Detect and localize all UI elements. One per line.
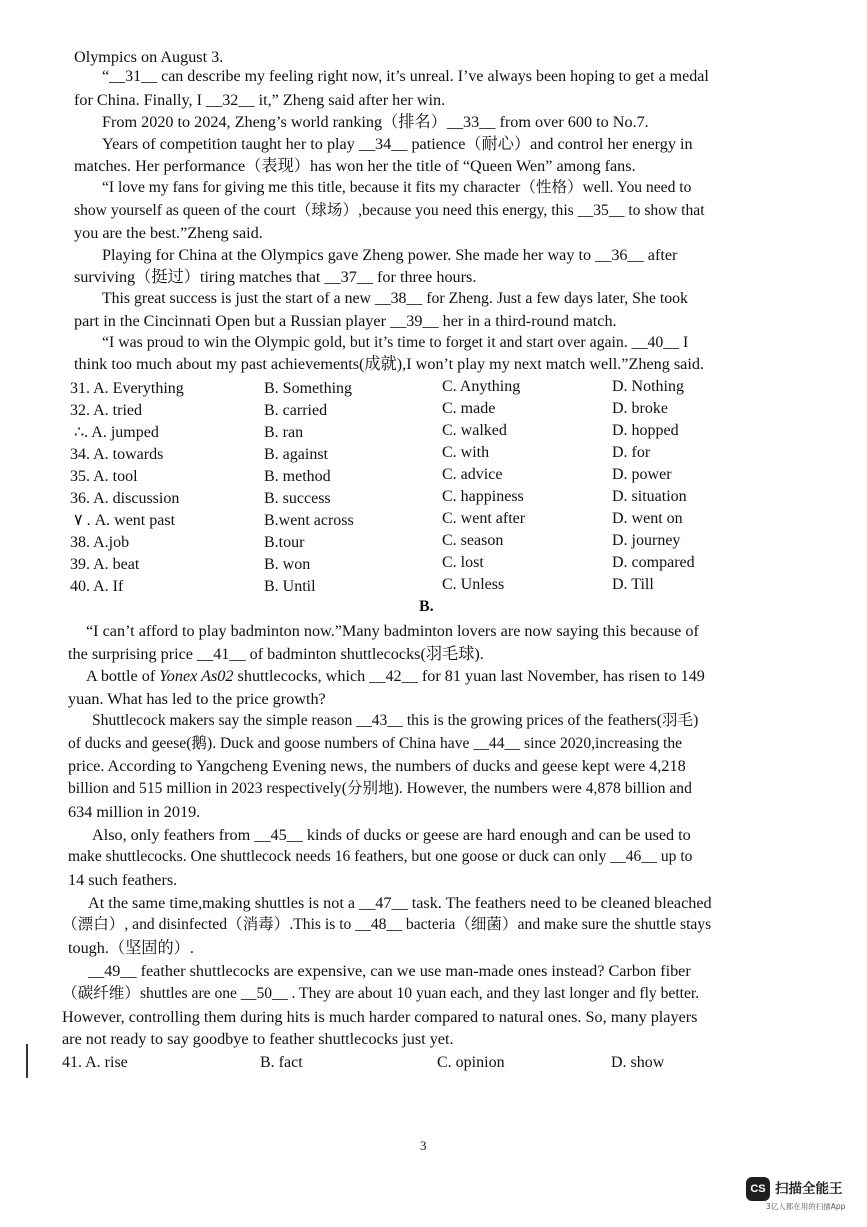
option-34-a: 34. A. towards xyxy=(70,446,164,463)
section-b-heading: B. xyxy=(419,598,434,615)
option-41-c: C. opinion xyxy=(437,1054,505,1071)
option-41-d: D. show xyxy=(611,1054,665,1071)
passage-a-line-3: for China. Finally, I __32__ it,” Zheng said after her win. xyxy=(74,91,446,109)
option-40-c: C. Unless xyxy=(442,576,505,593)
passage-b-line-6: of ducks and geese(鹅). Duck and goose numbers of China have __44__ since 2020,increasing the xyxy=(68,735,683,752)
passage-a-line-11: surviving（挺过）tiring matches that __37__ for three hours. xyxy=(74,268,477,286)
option-38-c: C. season xyxy=(442,532,504,549)
passage-b-line-10: Also, only feathers from __45__ kinds of ducks or geese are hard enough and can be used to xyxy=(92,826,691,844)
option-32-a: 32. A. tried xyxy=(70,402,142,419)
brand-name: Yonex As02 xyxy=(159,667,234,685)
option-37-d: D. went on xyxy=(612,510,683,527)
option-31-a: 31. A. Everything xyxy=(70,380,184,397)
option-36-a: 36. A. discussion xyxy=(70,490,180,507)
option-37-b: B.went across xyxy=(264,512,354,529)
passage-a-line-4: From 2020 to 2024, Zheng’s world ranking（排名）__33__ from over 600 to No.7. xyxy=(102,113,649,131)
option-40-a: 40. A. If xyxy=(70,578,124,595)
option-39-a: 39. A. beat xyxy=(70,556,140,573)
option-39-c: C. lost xyxy=(442,554,484,571)
passage-a-line-9: you are the best.”Zheng said. xyxy=(74,224,263,242)
option-41-b: B. fact xyxy=(260,1054,303,1071)
option-36-d: D. situation xyxy=(612,488,687,505)
passage-a-line-7: “I love my fans for giving me this title, because it fits my character（性格）well. You need to xyxy=(102,179,692,196)
camscanner-logo-icon: CS xyxy=(746,1177,770,1201)
passage-a-line-13: part in the Cincinnati Open but a Russian player __39__ her in a third-round match. xyxy=(74,312,617,330)
option-33-a: ∴. A. jumped xyxy=(74,424,159,441)
option-32-d: D. broke xyxy=(612,400,668,417)
margin-mark xyxy=(26,1044,28,1078)
passage-b-line-2: the surprising price __41__ of badminton shuttlecocks(羽毛球). xyxy=(68,645,484,663)
option-35-a: 35. A. tool xyxy=(70,468,138,485)
passage-b-line-3-post: shuttlecocks, which __42__ for 81 yuan last November, has risen to 149 xyxy=(233,667,705,685)
camscanner-tagline: 3亿人都在用的扫描App xyxy=(766,1202,846,1211)
option-35-d: D. power xyxy=(612,466,672,483)
option-37-c: C. went after xyxy=(442,510,526,527)
option-38-b: B.tour xyxy=(264,534,305,551)
passage-b-line-16: __49__ feather shuttlecocks are expensive, can we use man-made ones instead? Carbon fiber xyxy=(88,962,691,980)
passage-a-line-6: matches. Her performance（表现）has won her the title of “Queen Wen” among fans. xyxy=(74,157,636,175)
option-34-c: C. with xyxy=(442,444,490,461)
passage-b-line-1: “I can’t afford to play badminton now.”Many badminton lovers are now saying this because of xyxy=(86,622,699,640)
passage-a-line-12: This great success is just the start of a new __38__ for Zheng. Just a few days later, She took xyxy=(102,290,688,307)
passage-a-line-1: Olympics on August 3. xyxy=(74,48,224,66)
passage-b-line-14: （漂白）, and disinfected（消毒）.This is to __48__ bacteria（细菌）and make sure the shuttle stays xyxy=(62,916,712,933)
passage-b-line-9: 634 million in 2019. xyxy=(68,803,201,821)
option-38-a: 38. A.job xyxy=(70,534,130,551)
option-33-d: D. hopped xyxy=(612,422,679,439)
option-41-a: 41. A. rise xyxy=(62,1054,128,1071)
passage-a-line-8: show yourself as queen of the court（球场）,because you need this energy, this __35__ to show that xyxy=(74,202,705,219)
page-number: 3 xyxy=(420,1138,427,1153)
option-31-d: D. Nothing xyxy=(612,378,684,395)
passage-a-line-15: think too much about my past achievements(成就),I won’t play my next match well.”Zheng said. xyxy=(74,355,704,373)
passage-b-line-3 xyxy=(86,665,705,688)
passage-b-line-8: billion and 515 million in 2023 respectively(分别地). However, the numbers were 4,878 billion and xyxy=(68,780,692,797)
option-39-b: B. won xyxy=(264,556,311,573)
passage-b-line-17: （碳纤维）shuttles are one __50__ . They are about 10 yuan each, and they last longer and fly better. xyxy=(62,985,700,1002)
passage-b-line-13: At the same time,making shuttles is not a __47__ task. The feathers need to be cleaned bleached xyxy=(88,894,712,912)
option-31-b: B. Something xyxy=(264,380,353,397)
passage-a-line-2: “__31__ can describe my feeling right now, it’s unreal. I’ve always been hoping to get a medal xyxy=(102,68,709,85)
passage-a-line-10: Playing for China at the Olympics gave Zheng power. She made her way to __36__ after xyxy=(102,246,678,264)
passage-b-line-18: However, controlling them during hits is much harder compared to natural ones. So, many players xyxy=(62,1008,698,1026)
option-32-c: C. made xyxy=(442,400,496,417)
passage-b-line-3-pre: A bottle of xyxy=(86,667,160,685)
passage-b-line-12: 14 such feathers. xyxy=(68,871,178,889)
option-35-b: B. method xyxy=(264,468,331,485)
option-39-d: D. compared xyxy=(612,554,695,571)
option-38-d: D. journey xyxy=(612,532,681,549)
option-35-c: C. advice xyxy=(442,466,503,483)
passage-b-line-19: are not ready to say goodbye to feather shuttlecocks just yet. xyxy=(62,1030,454,1048)
option-36-b: B. success xyxy=(264,490,331,507)
passage-b-line-15: tough.（坚固的）. xyxy=(68,939,194,957)
option-40-b: B. Until xyxy=(264,578,316,595)
camscanner-name: 扫描全能王 xyxy=(775,1181,843,1197)
passage-b-line-4: yuan. What has led to the price growth? xyxy=(68,690,326,708)
passage-b-line-5: Shuttlecock makers say the simple reason __43__ this is the growing prices of the feathers(羽毛) xyxy=(92,712,699,729)
option-31-c: C. Anything xyxy=(442,378,521,395)
passage-b-line-7: price. According to Yangcheng Evening news, the numbers of ducks and geese kept were 4,218 xyxy=(68,757,686,775)
passage-b-line-11: make shuttlecocks. One shuttlecock needs 16 feathers, but one goose or duck can only __46__ up to xyxy=(68,848,693,865)
option-36-c: C. happiness xyxy=(442,488,524,505)
option-40-d: D. Till xyxy=(612,576,654,593)
option-33-c: C. walked xyxy=(442,422,507,439)
passage-a-line-14: “I was proud to win the Olympic gold, but it’s time to forget it and start over again. __40__ I xyxy=(102,334,689,351)
option-34-d: D. for xyxy=(612,444,651,461)
option-34-b: B. against xyxy=(264,446,328,463)
passage-a-line-5: Years of competition taught her to play __34__ patience（耐心）and control her energy in xyxy=(102,135,693,153)
option-32-b: B. carried xyxy=(264,402,328,419)
option-33-b: B. ran xyxy=(264,424,304,441)
option-37-a: ۷ . A. went past xyxy=(74,512,176,529)
